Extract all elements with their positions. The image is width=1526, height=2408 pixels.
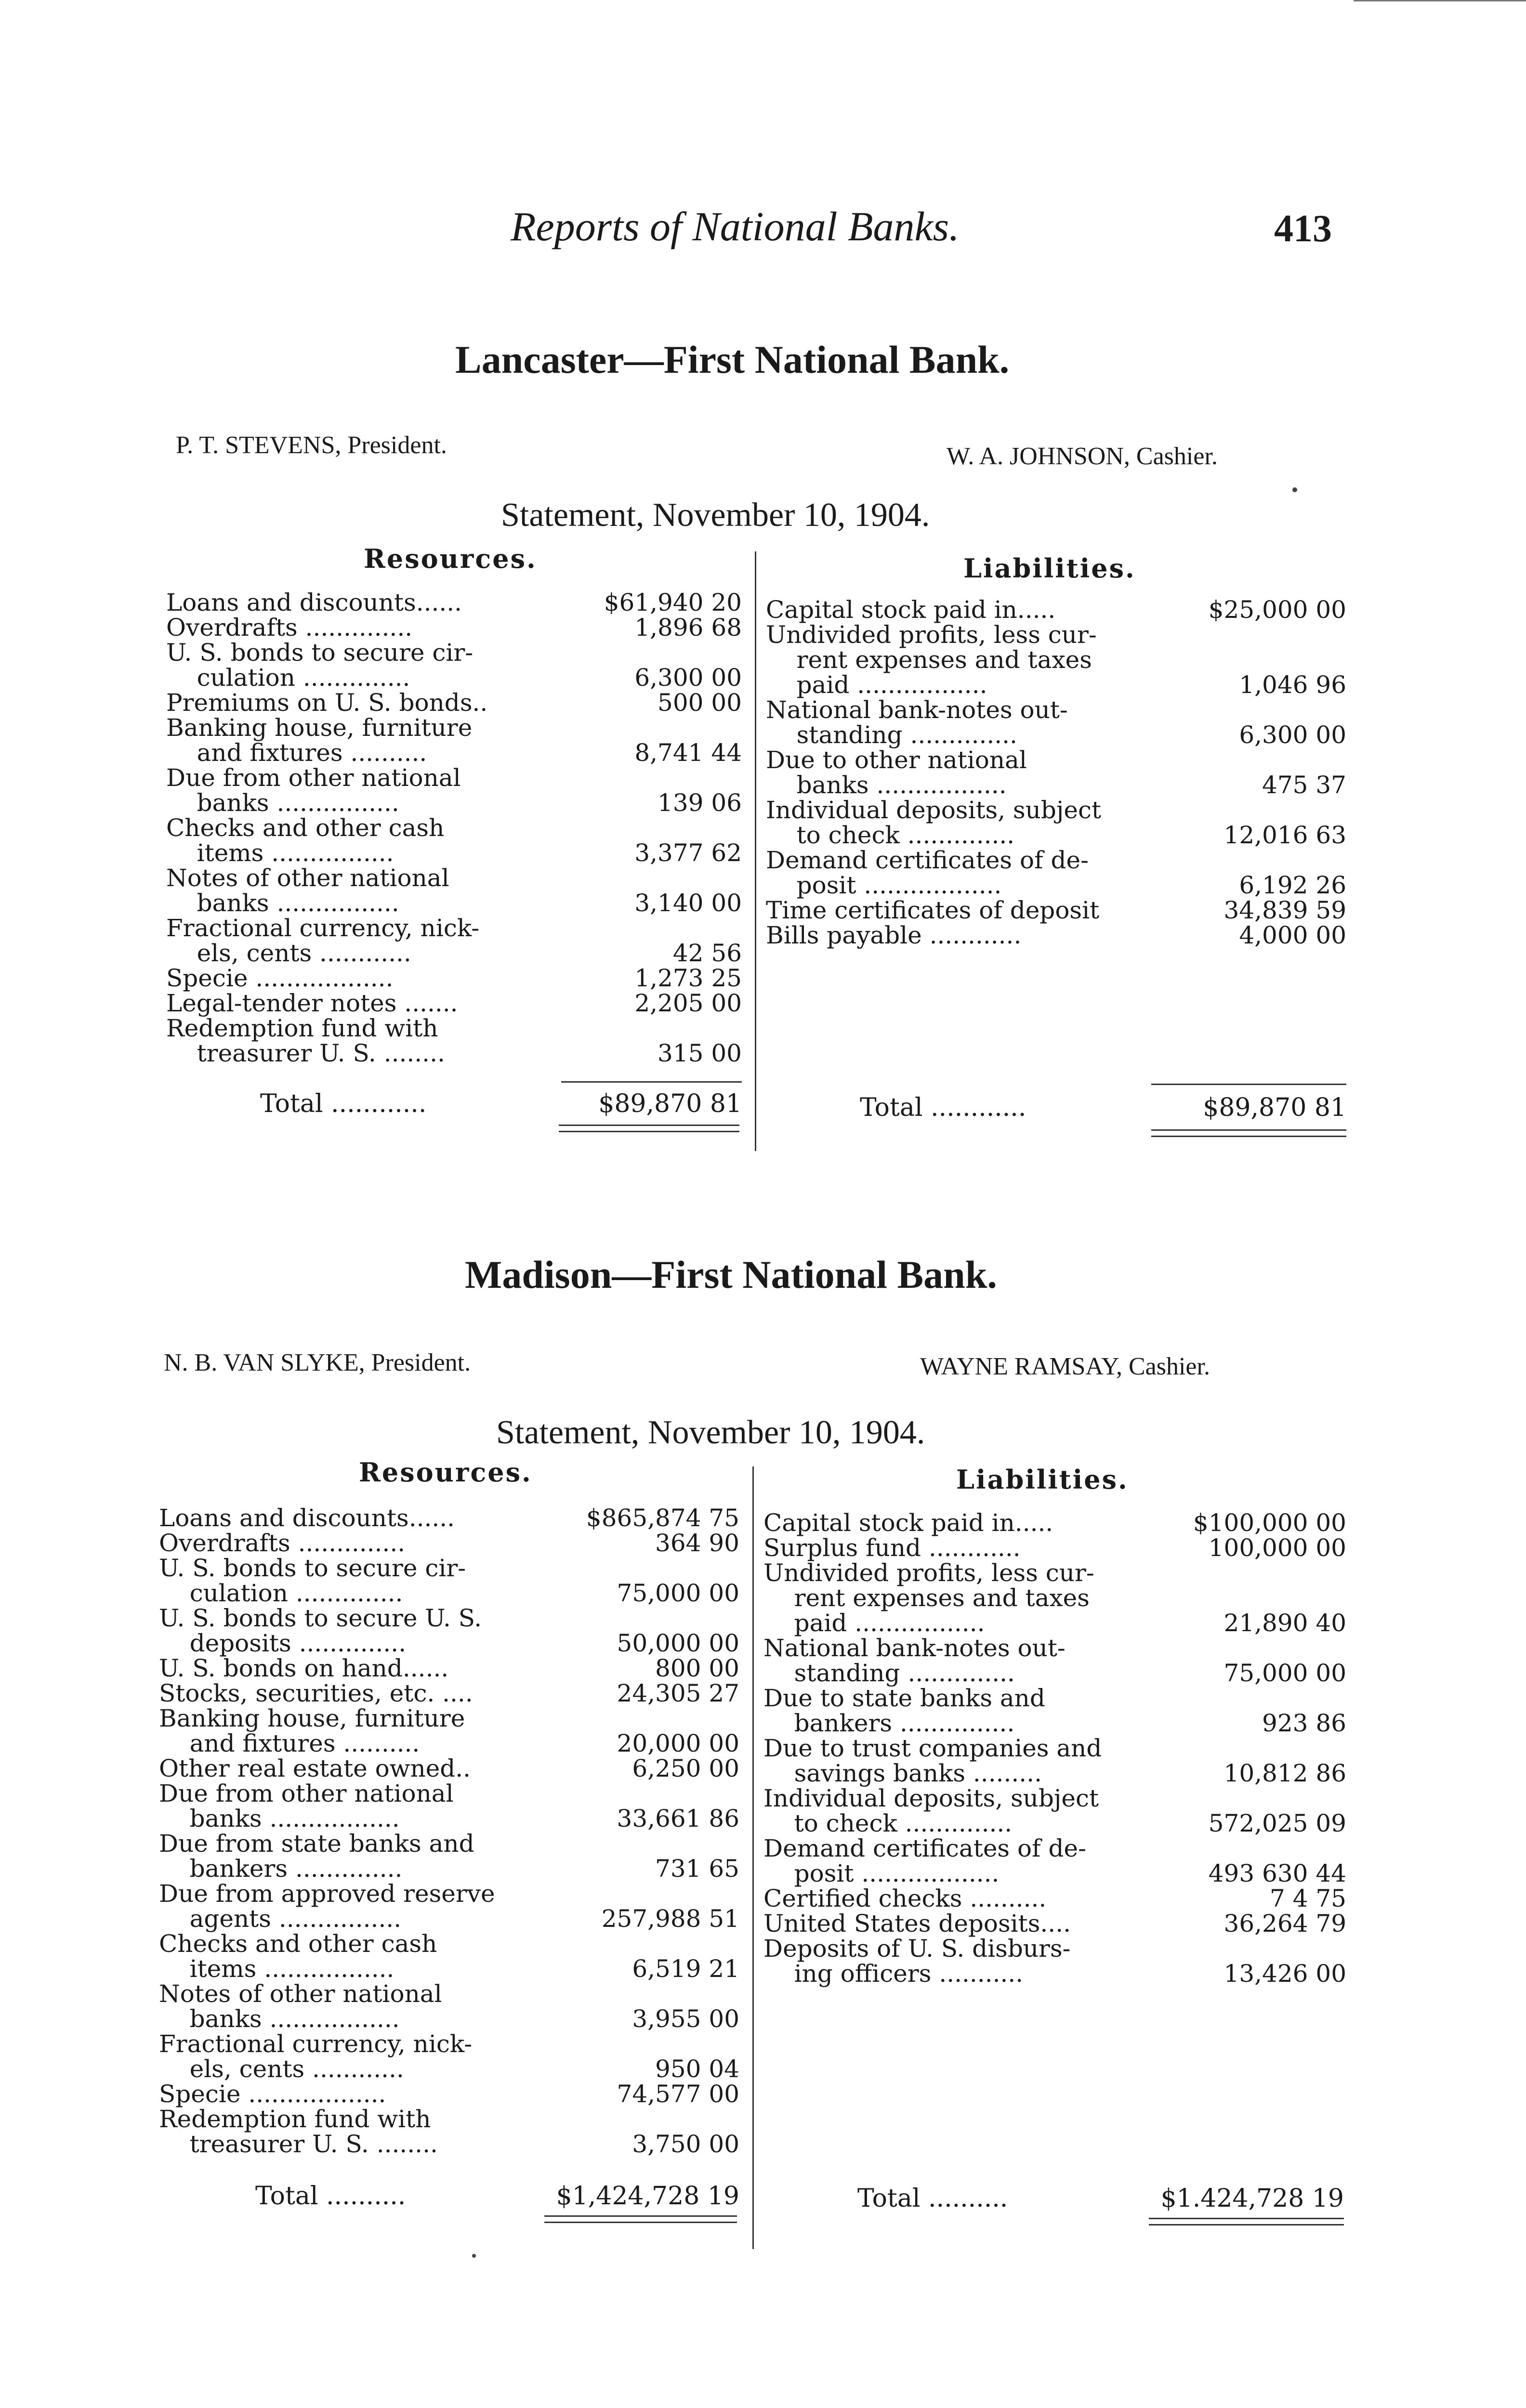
resource-row: [159, 1656, 739, 1681]
liability-row: [763, 1686, 1346, 1736]
resource-amount: 6,250 00: [632, 1754, 739, 1782]
resource-row: [166, 865, 742, 916]
total-label: Total ............: [860, 1093, 1026, 1122]
resource-row: [159, 2031, 739, 2081]
resource-label: Specie ..................: [166, 964, 394, 992]
ink-dot: [472, 2254, 476, 2258]
resource-row: [166, 640, 742, 690]
resource-row: [159, 1706, 739, 1756]
liability-amount: 572,025 09: [1208, 1809, 1346, 1837]
resource-amount: 500 00: [658, 689, 742, 717]
resource-row: [166, 765, 742, 815]
double-rule: [1149, 2218, 1344, 2225]
resource-amount: 42 56: [672, 939, 742, 967]
cashier-name: W. A. JOHNSON, Cashier.: [947, 443, 1218, 470]
liability-label: Individual deposits, subject to check ..............: [763, 1784, 1099, 1837]
liability-row: [766, 747, 1346, 798]
resource-amount: 731 65: [655, 1855, 739, 1883]
liability-row: [763, 1936, 1346, 1986]
resource-label: U. S. bonds to secure cir- culation ..............: [159, 1554, 466, 1607]
liability-label: Capital stock paid in.....: [766, 596, 1056, 624]
resource-amount: 8,741 44: [634, 739, 742, 767]
resource-label: Checks and other cash items .................: [159, 1930, 437, 1983]
resource-label: U. S. bonds to secure cir- culation ..............: [166, 639, 474, 692]
resource-amount: 6,519 21: [632, 1955, 739, 1983]
liability-amount: 923 86: [1262, 1709, 1346, 1737]
total-amount: $89,870 81: [598, 1089, 742, 1118]
resource-amount: 6,300 00: [634, 664, 742, 692]
resource-row: [166, 916, 742, 966]
total-label: Total ..........: [857, 2184, 1008, 2213]
liability-row: [766, 898, 1346, 923]
liability-label: Due to trust companies and savings banks .........: [763, 1734, 1102, 1787]
bank-title: Lancaster—First National Bank.: [455, 338, 1010, 381]
total-amount: $89,870 81: [1203, 1093, 1346, 1122]
resources-total: [255, 2182, 739, 2211]
liability-label: Certified checks ..........: [763, 1885, 1047, 1912]
resource-label: Legal-tender notes .......: [166, 989, 458, 1017]
liability-row: [766, 923, 1346, 948]
president-name: P. T. STEVENS, President.: [176, 432, 447, 459]
liability-row: [763, 1560, 1346, 1636]
statement-date: Statement, November 10, 1904.: [496, 1414, 925, 1451]
resource-row: [159, 1831, 739, 1881]
liabilities-total: [860, 1093, 1346, 1122]
liability-label: Undivided profits, less cur- rent expenses and taxes paid .................: [763, 1559, 1094, 1637]
resource-row: [159, 1881, 739, 1931]
liability-amount: 10,812 86: [1223, 1759, 1346, 1787]
liability-amount: 493 630 44: [1208, 1859, 1346, 1887]
resource-label: Premiums on U. S. bonds..: [166, 689, 488, 717]
liability-amount: 36,264 79: [1223, 1910, 1346, 1937]
liability-row: [763, 1886, 1346, 1911]
liability-label: Deposits of U. S. disburs- ing officers ...........: [763, 1935, 1071, 1988]
double-rule: [1151, 1129, 1346, 1137]
cashier-name: WAYNE RAMSAY, Cashier.: [920, 1353, 1210, 1380]
liability-row: [763, 1786, 1346, 1836]
resource-label: Notes of other national banks ................: [166, 864, 449, 917]
liability-amount: 4,000 00: [1239, 921, 1346, 949]
liability-amount: 1,046 96: [1239, 671, 1346, 699]
liability-row: [763, 1535, 1346, 1560]
resources-heading: Resources.: [359, 1457, 532, 1488]
liability-row: [763, 1510, 1346, 1535]
resource-row: [159, 1781, 739, 1831]
liability-label: Surplus fund ............: [763, 1534, 1021, 1562]
running-title: Reports of National Banks.: [511, 203, 960, 249]
resource-label: Redemption fund with treasurer U. S. ........: [159, 2105, 438, 2158]
liability-amount: 100,000 00: [1208, 1534, 1346, 1562]
resource-label: Overdrafts ..............: [159, 1529, 406, 1557]
liabilities-heading: Liabilities.: [963, 553, 1136, 584]
resource-label: Fractional currency, nick- els, cents ............: [166, 914, 480, 967]
total-label: Total ............: [260, 1089, 427, 1118]
resource-amount: 75,000 00: [617, 1579, 739, 1607]
double-rule: [559, 1125, 739, 1132]
scan-edge: [1354, 0, 1526, 1]
resource-amount: 33,661 86: [617, 1805, 739, 1832]
total-rule: [561, 1081, 742, 1083]
liability-row: [763, 1636, 1346, 1686]
resource-label: Specie ..................: [159, 2080, 386, 2108]
resources-total: [260, 1089, 742, 1118]
resource-amount: 1,273 25: [634, 964, 742, 992]
liability-row: [766, 848, 1346, 898]
resource-row: [159, 1931, 739, 1981]
resource-row: [166, 991, 742, 1016]
resource-amount: 1,896 68: [634, 614, 742, 641]
resource-label: Due from other national banks ................: [166, 764, 461, 817]
liability-label: Undivided profits, less cur- rent expenses and taxes paid .................: [766, 621, 1097, 699]
resource-label: Overdrafts ..............: [166, 614, 413, 641]
president-name: N. B. VAN SLYKE, President.: [164, 1349, 471, 1376]
liability-amount: 75,000 00: [1223, 1659, 1346, 1687]
liability-label: Capital stock paid in.....: [763, 1509, 1053, 1537]
resource-amount: 24,305 27: [617, 1679, 739, 1707]
resource-row: [159, 1606, 739, 1656]
resource-row: [166, 715, 742, 765]
liability-label: Demand certificates of de- posit ..................: [763, 1834, 1086, 1887]
statement-date: Statement, November 10, 1904.: [501, 497, 930, 534]
bank-title: Madison—First National Bank.: [465, 1253, 997, 1296]
liability-amount: 34,839 59: [1223, 896, 1346, 924]
resource-label: Notes of other national banks .................: [159, 1980, 442, 2033]
liabilities-total: [857, 2184, 1344, 2213]
resource-row: [159, 1681, 739, 1706]
liability-label: Individual deposits, subject to check ..............: [766, 796, 1102, 849]
column-divider: [755, 551, 756, 1151]
resource-amount: 315 00: [658, 1039, 742, 1067]
resource-amount: $61,940 20: [604, 589, 742, 616]
resource-label: Due from state banks and bankers ..............: [159, 1830, 474, 1883]
liability-amount: $25,000 00: [1208, 596, 1346, 624]
resource-amount: 800 00: [655, 1654, 739, 1682]
resource-row: [166, 590, 742, 615]
liability-label: United States deposits....: [763, 1910, 1071, 1937]
resource-row: [166, 1016, 742, 1066]
resource-row: [166, 966, 742, 991]
liability-row: [766, 597, 1346, 622]
resource-amount: 364 90: [655, 1529, 739, 1557]
liabilities-heading: Liabilities.: [956, 1464, 1129, 1495]
liability-label: National bank-notes out- standing ..............: [766, 696, 1068, 749]
resource-amount: 50,000 00: [617, 1629, 739, 1657]
liabilities-list: [763, 1510, 1346, 1986]
liability-amount: 6,192 26: [1239, 871, 1346, 899]
resource-amount: 257,988 51: [601, 1905, 739, 1933]
resource-row: [166, 615, 742, 640]
liability-row: [766, 622, 1346, 697]
liability-amount: 6,300 00: [1239, 721, 1346, 749]
liability-label: National bank-notes out- standing ..............: [763, 1634, 1066, 1687]
resource-amount: 3,140 00: [634, 889, 742, 917]
liability-row: [766, 798, 1346, 848]
resource-row: [159, 1531, 739, 1556]
total-label: Total ..........: [255, 2182, 406, 2211]
total-rule: [1151, 1084, 1346, 1085]
resource-label: U. S. bonds to secure U. S. deposits ..............: [159, 1604, 482, 1657]
resource-label: Banking house, furniture and fixtures ..........: [159, 1704, 465, 1757]
liability-amount: 475 37: [1262, 771, 1346, 799]
liability-row: [763, 1736, 1346, 1786]
liability-amount: 12,016 63: [1223, 821, 1346, 849]
liabilities-list: [766, 597, 1346, 948]
liability-row: [763, 1836, 1346, 1886]
resource-amount: 950 04: [655, 2055, 739, 2083]
resource-row: [159, 1505, 739, 1531]
resource-label: Loans and discounts......: [159, 1504, 455, 1532]
resource-row: [159, 2081, 739, 2107]
liability-label: Due to state banks and bankers ...............: [763, 1684, 1045, 1737]
resource-amount: 3,955 00: [632, 2005, 739, 2033]
resources-list: [166, 590, 742, 1066]
resource-amount: 3,750 00: [632, 2130, 739, 2158]
ink-dot: [1292, 487, 1297, 492]
resource-label: Redemption fund with treasurer U. S. ........: [166, 1014, 445, 1067]
liability-row: [766, 697, 1346, 747]
liability-amount: 13,426 00: [1223, 1960, 1346, 1988]
total-amount: $1,424,728 19: [556, 2182, 739, 2211]
resource-label: U. S. bonds on hand......: [159, 1654, 449, 1682]
resource-amount: 20,000 00: [617, 1729, 739, 1757]
resource-amount: 139 06: [658, 789, 742, 817]
liability-label: Time certificates of deposit: [766, 896, 1100, 924]
column-divider: [752, 1466, 754, 2249]
liability-label: Demand certificates of de- posit ..................: [766, 846, 1089, 899]
resource-row: [159, 1981, 739, 2031]
liability-label: Due to other national banks .................: [766, 746, 1027, 799]
page-number: 413: [1274, 208, 1332, 250]
resource-amount: $865,874 75: [586, 1504, 739, 1532]
liability-row: [763, 1911, 1346, 1936]
resource-row: [159, 1756, 739, 1781]
resources-list: [159, 1505, 739, 2157]
resource-amount: 74,577 00: [617, 2080, 739, 2108]
resource-label: Stocks, securities, etc. ....: [159, 1679, 473, 1707]
total-amount: $1.424,728 19: [1160, 2184, 1344, 2213]
resource-label: Due from other national banks .................: [159, 1780, 454, 1832]
resource-label: Other real estate owned..: [159, 1754, 471, 1782]
resource-amount: 2,205 00: [634, 989, 742, 1017]
resource-label: Loans and discounts......: [166, 589, 462, 616]
resource-label: Banking house, furniture and fixtures ..........: [166, 714, 473, 767]
resource-amount: 3,377 62: [634, 839, 742, 867]
resource-row: [166, 815, 742, 865]
double-rule: [544, 2215, 737, 2223]
resource-row: [159, 2107, 739, 2157]
resource-label: Due from approved reserve agents ................: [159, 1880, 495, 1933]
resource-label: Fractional currency, nick- els, cents ............: [159, 2030, 473, 2083]
liability-amount: 21,890 40: [1223, 1609, 1346, 1637]
liability-amount: 7 4 75: [1269, 1885, 1346, 1912]
resource-label: Checks and other cash items ................: [166, 814, 445, 867]
liability-label: Bills payable ............: [766, 921, 1022, 949]
liability-amount: $100,000 00: [1193, 1509, 1346, 1537]
resource-row: [159, 1556, 739, 1606]
resources-heading: Resources.: [364, 543, 537, 574]
resource-row: [166, 690, 742, 715]
